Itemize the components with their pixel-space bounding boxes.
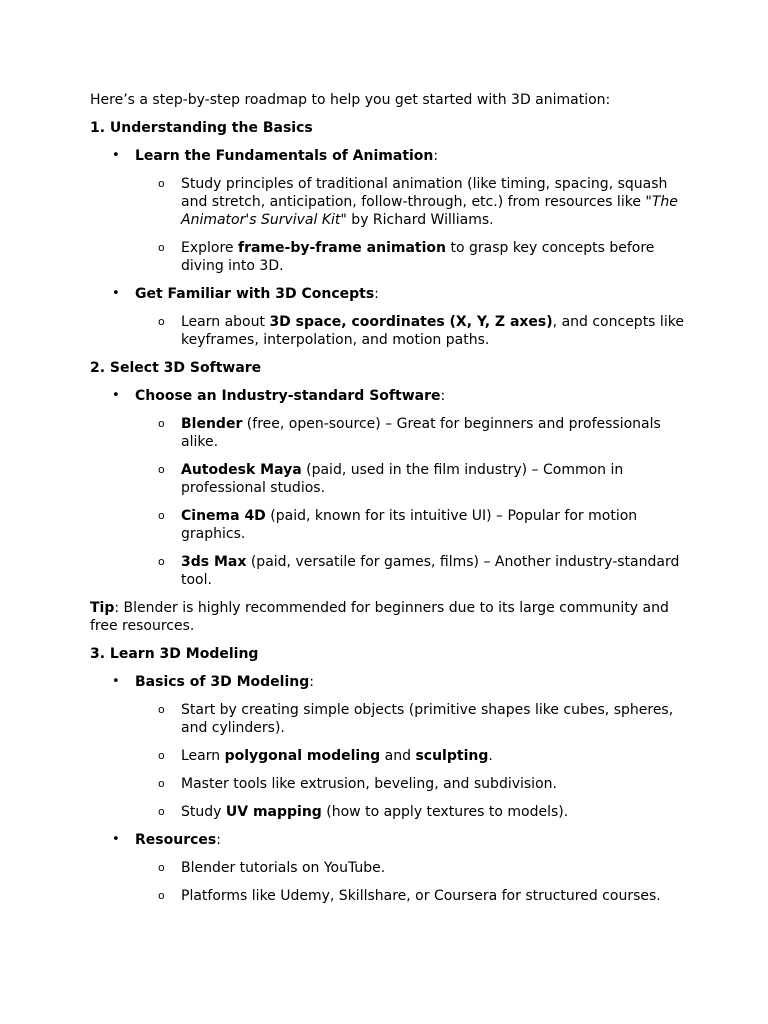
- sub-text: Study: [181, 804, 226, 820]
- sub-bullet-glyph: o: [158, 177, 165, 190]
- bullet-suffix: :: [374, 286, 379, 302]
- bullet-glyph: •: [112, 286, 120, 301]
- sub-item: [90, 415, 690, 451]
- sub-text: to grasp key concepts before diving into 3D.: [181, 240, 655, 274]
- bullet-label: Choose an Industry-standard Software: [135, 388, 441, 404]
- sub-text: Master tools like extrusion, beveling, and subdivision.: [181, 776, 557, 792]
- sub-item: [90, 859, 690, 877]
- sub-bold: polygonal modeling: [224, 748, 381, 764]
- bullet-label: Resources: [135, 832, 217, 848]
- tip-paragraph: [90, 599, 690, 635]
- sub-item: [90, 313, 690, 349]
- bullet-item: [90, 147, 690, 165]
- sub-bold: frame-by-frame animation: [237, 240, 447, 256]
- sub-item: [90, 887, 690, 905]
- sub-item: [90, 239, 690, 275]
- sub-bullet-glyph: o: [158, 889, 165, 902]
- bullet-suffix: :: [440, 388, 446, 404]
- bullet-glyph: •: [112, 148, 120, 163]
- software-name: Cinema 4D: [181, 508, 266, 524]
- software-name: 3ds Max: [181, 554, 247, 570]
- sub-text: Learn about: [181, 314, 270, 330]
- section-heading-modeling: 3. Learn 3D Modeling: [90, 646, 259, 662]
- sub-item: [90, 747, 690, 765]
- sub-bold: 3D space, coordinates (X, Y, Z axes): [269, 314, 553, 330]
- sub-text: (how to apply textures to models).: [321, 804, 569, 820]
- sub-text: , and concepts like keyframes, interpolation, and motion paths.: [181, 314, 684, 348]
- bullet-suffix: :: [216, 832, 221, 848]
- sub-text: .: [488, 748, 493, 764]
- sub-bullet-glyph: o: [158, 417, 165, 430]
- sub-item: [90, 803, 690, 821]
- sub-bullet-glyph: o: [158, 861, 165, 874]
- intro-paragraph: Here’s a step-by-step roadmap to help you get started with 3D animation:: [90, 92, 611, 108]
- sub-bullet-glyph: o: [158, 777, 165, 790]
- sub-bullet-glyph: o: [158, 749, 165, 762]
- software-name: Autodesk Maya: [181, 462, 302, 478]
- sub-text: Explore: [181, 240, 238, 256]
- sub-text: Study principles of traditional animation (like timing, spacing, squash and stretch, anticipation, follow-through, etc.) from resources like ": [181, 176, 668, 210]
- document-content: [90, 91, 690, 915]
- sub-text: and: [380, 748, 416, 764]
- bullet-label: Basics of 3D Modeling: [135, 674, 310, 690]
- bullet-item: [90, 831, 690, 849]
- sub-text: Learn: [181, 748, 225, 764]
- tip-text: : Blender is highly recommended for beginners due to its large community and free resources.: [90, 600, 669, 634]
- bullet-glyph: •: [112, 388, 120, 403]
- sub-text: Platforms like Udemy, Skillshare, or Coursera for structured courses.: [181, 888, 661, 904]
- sub-bullet-glyph: o: [158, 509, 165, 522]
- bullet-suffix: :: [433, 148, 439, 164]
- sub-text: (paid, known for its intuitive UI) – Popular for motion graphics.: [181, 508, 638, 542]
- sub-bullet-glyph: o: [158, 241, 165, 254]
- bullet-label: Learn the Fundamentals of Animation: [135, 148, 434, 164]
- bullet-suffix: :: [309, 674, 314, 690]
- bullet-glyph: •: [112, 674, 120, 689]
- section-heading-software: 2. Select 3D Software: [90, 360, 262, 376]
- sub-bullet-glyph: o: [158, 315, 165, 328]
- bullet-glyph: •: [112, 832, 120, 847]
- bullet-label: Get Familiar with 3D Concepts: [135, 286, 375, 302]
- bullet-item: [90, 387, 690, 405]
- sub-bullet-glyph: o: [158, 805, 165, 818]
- sub-text: (free, open-source) – Great for beginners and professionals alike.: [181, 416, 661, 450]
- sub-bullet-glyph: o: [158, 703, 165, 716]
- section-heading-basics: 1. Understanding the Basics: [90, 120, 313, 136]
- bullet-item: [90, 673, 690, 691]
- sub-text: Blender tutorials on YouTube.: [181, 860, 386, 876]
- tip-label: Tip: [90, 600, 115, 616]
- sub-item: [90, 175, 690, 229]
- sub-bold: sculpting: [415, 748, 489, 764]
- sub-bullet-glyph: o: [158, 463, 165, 476]
- software-name: Blender: [181, 416, 243, 432]
- sub-item: [90, 775, 690, 793]
- sub-text: " by Richard Williams.: [340, 212, 494, 228]
- sub-item: [90, 701, 690, 737]
- sub-item: [90, 553, 690, 589]
- sub-item: [90, 461, 690, 497]
- sub-text: (paid, used in the film industry) – Common in professional studios.: [181, 462, 624, 496]
- sub-text: Start by creating simple objects (primitive shapes like cubes, spheres, and cylinders).: [181, 702, 674, 736]
- sub-bold: UV mapping: [225, 804, 322, 820]
- book-title: The Animator's Survival Kit: [181, 194, 678, 228]
- sub-bullet-glyph: o: [158, 555, 165, 568]
- sub-text: (paid, versatile for games, films) – Another industry-standard tool.: [181, 554, 680, 588]
- sub-item: [90, 507, 690, 543]
- bullet-item: [90, 285, 690, 303]
